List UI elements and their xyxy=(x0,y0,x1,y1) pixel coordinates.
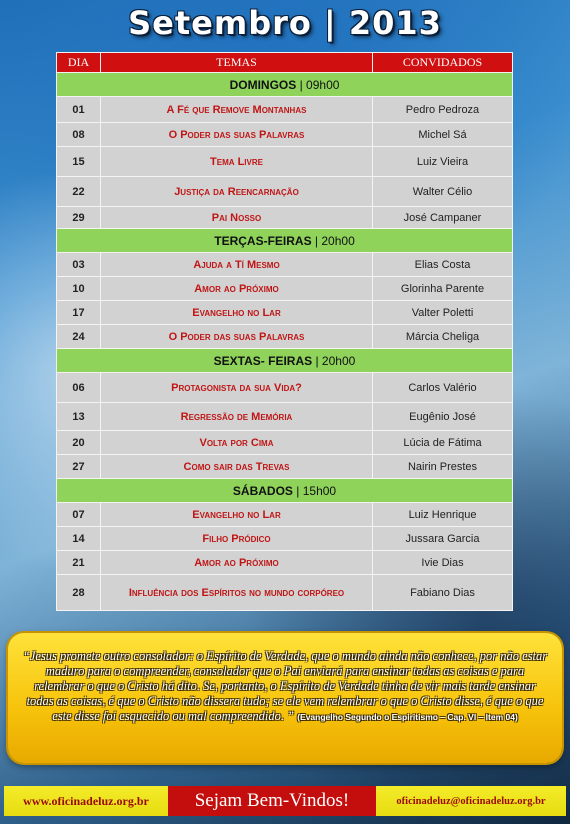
day-cell: 24 xyxy=(57,325,101,349)
table-row xyxy=(57,147,513,177)
section-name: SEXTAS- FEIRAS xyxy=(213,353,313,368)
day-cell: 20 xyxy=(57,431,101,455)
day-cell: 13 xyxy=(57,403,101,431)
guest-cell: Michel Sá xyxy=(373,123,513,147)
day-cell: 06 xyxy=(57,373,101,403)
theme-cell: Justiça da Reencarnação xyxy=(101,177,373,207)
day-cell: 27 xyxy=(57,455,101,479)
table-row xyxy=(57,551,513,575)
day-cell: 15 xyxy=(57,147,101,177)
guest-cell: Glorinha Parente xyxy=(373,277,513,301)
footer xyxy=(4,786,566,816)
table-row xyxy=(57,455,513,479)
footer-welcome-banner: Sejam Bem-Vindos! xyxy=(168,786,376,816)
day-cell: 08 xyxy=(57,123,101,147)
theme-cell: Tema Livre xyxy=(101,147,373,177)
theme-cell: Amor ao Próximo xyxy=(101,277,373,301)
section-time: | 20h00 xyxy=(314,233,355,248)
theme-cell: Amor ao Próximo xyxy=(101,551,373,575)
table-header-row xyxy=(57,53,513,73)
day-cell: 22 xyxy=(57,177,101,207)
section-row xyxy=(57,229,513,253)
table-row xyxy=(57,177,513,207)
section-heading xyxy=(57,229,513,253)
guest-cell: Márcia Cheliga xyxy=(373,325,513,349)
guest-cell: Jussara Garcia xyxy=(373,527,513,551)
section-row xyxy=(57,349,513,373)
section-name: SÁBADOS xyxy=(232,483,293,498)
guest-cell: Valter Poletti xyxy=(373,301,513,325)
theme-cell: Protagonista da sua Vida? xyxy=(101,373,373,403)
theme-cell: O Poder das suas Palavras xyxy=(101,325,373,349)
footer-website-link[interactable]: www.oficinadeluz.org.br xyxy=(4,786,168,816)
table-row xyxy=(57,575,513,611)
table-row xyxy=(57,325,513,349)
guest-cell: Ivie Dias xyxy=(373,551,513,575)
guest-cell: Eugênio José xyxy=(373,403,513,431)
day-cell: 10 xyxy=(57,277,101,301)
column-header-day: DIA xyxy=(57,53,101,73)
guest-cell: Luiz Henrique xyxy=(373,503,513,527)
theme-cell: Volta por Cima xyxy=(101,431,373,455)
theme-cell: Influência dos Espíritos no mundo corpóreo xyxy=(101,575,373,611)
theme-cell: Filho Pródico xyxy=(101,527,373,551)
guest-cell: Walter Célio xyxy=(373,177,513,207)
theme-cell: Regressão de Memória xyxy=(101,403,373,431)
guest-cell: Nairin Prestes xyxy=(373,455,513,479)
footer-email-link[interactable]: oficinadeluz@oficinadeluz.org.br xyxy=(376,786,566,816)
page-title: Setembro | 2013 xyxy=(128,4,442,42)
section-heading xyxy=(57,479,513,503)
table-row xyxy=(57,123,513,147)
table-row xyxy=(57,431,513,455)
table-row xyxy=(57,373,513,403)
day-cell: 17 xyxy=(57,301,101,325)
guest-cell: Luiz Vieira xyxy=(373,147,513,177)
guest-cell: Carlos Valério xyxy=(373,373,513,403)
table-row xyxy=(57,301,513,325)
day-cell: 03 xyxy=(57,253,101,277)
table-row xyxy=(57,403,513,431)
section-name: TERÇAS-FEIRAS xyxy=(214,233,312,248)
guest-cell: Pedro Pedroza xyxy=(373,97,513,123)
day-cell: 21 xyxy=(57,551,101,575)
day-cell: 14 xyxy=(57,527,101,551)
theme-cell: A Fé que Remove Montanhas xyxy=(101,97,373,123)
section-name: DOMINGOS xyxy=(229,77,297,92)
day-cell: 28 xyxy=(57,575,101,611)
day-cell: 07 xyxy=(57,503,101,527)
column-header-theme: TEMAS xyxy=(101,53,373,73)
quote-box xyxy=(8,633,562,763)
table-row xyxy=(57,277,513,301)
guest-cell: Lúcia de Fátima xyxy=(373,431,513,455)
schedule-body xyxy=(57,73,513,611)
guest-cell: José Campaner xyxy=(373,207,513,229)
quote-source: (Evangelho Segundo o Espiritismo – Cap. VI – Item 04) xyxy=(297,712,518,722)
day-cell: 29 xyxy=(57,207,101,229)
column-header-guest: CONVIDADOS xyxy=(373,53,513,73)
guest-cell: Elias Costa xyxy=(373,253,513,277)
theme-cell: Ajuda a Tí Mesmo xyxy=(101,253,373,277)
day-cell: 01 xyxy=(57,97,101,123)
theme-cell: O Poder das suas Palavras xyxy=(101,123,373,147)
table-row xyxy=(57,503,513,527)
section-time: | 20h00 xyxy=(315,353,356,368)
quote-text: “Jesus promete outro consolador: o Espírito de Verdade, que o mundo ainda não conhece, por não estar maduro para o compreender, consolador que o Pai enviará para ensinar todas as coisas e para relembrar o que o Cristo há dito. Se, portanto, o Espírito de Verdade tinha de vir mais tarde ensinar todas as coisas, é que o Cristo não dissera tudo; se ele vem relembrar o que o Cristo disse, é que o que este disse foi esquecido ou mal compreendido. ” xyxy=(22,649,548,723)
theme-cell: Evangelho no Lar xyxy=(101,301,373,325)
theme-cell: Evangelho no Lar xyxy=(101,503,373,527)
guest-cell: Fabiano Dias xyxy=(373,575,513,611)
table-row xyxy=(57,97,513,123)
section-time: | 09h00 xyxy=(299,77,340,92)
section-heading xyxy=(57,349,513,373)
theme-cell: Como sair das Trevas xyxy=(101,455,373,479)
schedule-table xyxy=(56,52,513,611)
section-time: | 15h00 xyxy=(296,483,337,498)
theme-cell: Pai Nosso xyxy=(101,207,373,229)
section-row xyxy=(57,73,513,97)
table-row xyxy=(57,253,513,277)
section-heading xyxy=(57,73,513,97)
table-row xyxy=(57,527,513,551)
section-row xyxy=(57,479,513,503)
table-row xyxy=(57,207,513,229)
